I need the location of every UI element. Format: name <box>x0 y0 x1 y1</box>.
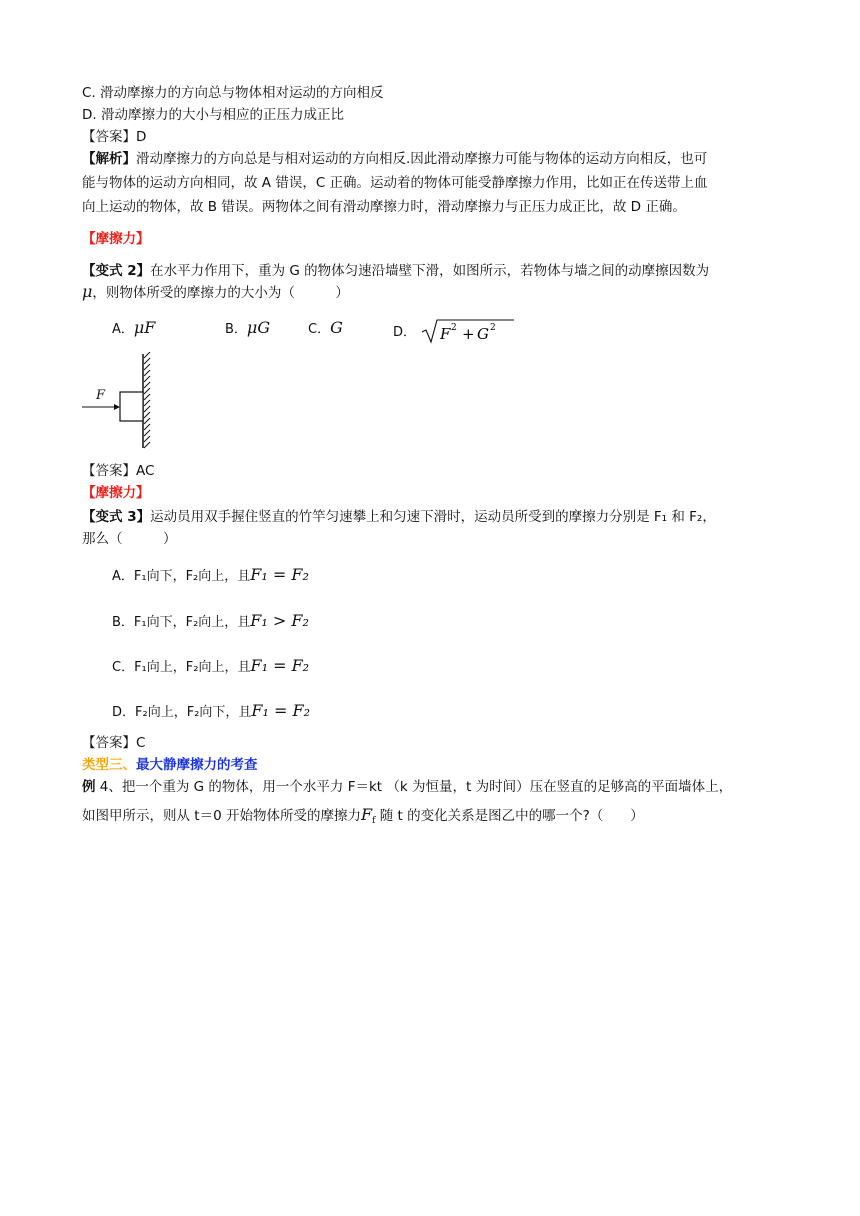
svg-text:2: 2 <box>490 323 496 333</box>
svg-text:2: 2 <box>451 323 457 333</box>
example-4-text-2: 如图甲所示，则从 t＝0 开始物体所受的摩擦力 <box>82 808 361 824</box>
option-formula: F₁ = F₂ <box>250 565 309 584</box>
option-formula: G <box>330 318 343 337</box>
type-3-prefix: 类型三、 <box>82 757 136 773</box>
example-4-text: 4、把一个重为 G 的物体，用一个水平力 F＝kt （k 为恒量，t 为时间）压在竖直的足够高的平面墙体上， <box>95 779 733 795</box>
option-text: C．F₁向上，F₂向上，且 <box>112 660 251 675</box>
variant-2-option-d <box>393 318 516 344</box>
option-formula: F₁ > F₂ <box>250 611 309 630</box>
option-formula: μF <box>133 318 156 337</box>
answer-2 <box>82 462 154 480</box>
svg-text:F: F <box>440 325 451 343</box>
block <box>120 392 143 421</box>
topic-label-1: 【摩擦力】 <box>82 231 150 247</box>
option-formula: F₁ = F₂ <box>250 656 310 675</box>
variant-3-option-a <box>112 565 309 584</box>
option-text: D．F₂向上，F₂向下，且 <box>112 705 252 720</box>
sqrt-formula <box>420 318 516 344</box>
variant-3-text: 运动员用双手握住竖直的竹竿匀速攀上和匀速下滑时，运动员所受到的摩擦力分别是 F₁ 和 F₂， <box>150 509 716 525</box>
explanation-line-1 <box>82 150 707 168</box>
option-text: A．F₁向下，F₂向上，且 <box>112 569 251 584</box>
option-formula: μG <box>246 318 271 337</box>
svg-text:G: G <box>477 325 490 343</box>
option-letter: C． <box>308 322 331 337</box>
option-formula: F₁ = F₂ <box>251 701 310 720</box>
example-4-tag: 例 <box>82 779 96 795</box>
explanation-text: 滑动摩擦力的方向总是与相对运动的方向相反.因此滑动摩擦力可能与物体的运动方向相反，也可 <box>136 151 708 167</box>
answer-value: D <box>136 129 147 145</box>
answer-tag: 【答案】 <box>82 463 136 479</box>
explanation-line-3: 向上运动的物体，故 B 错误。两物体之间有滑动摩擦力时，滑动摩擦力与正压力成正比，故 D 正确。 <box>82 199 686 215</box>
variant-3-option-c <box>112 656 309 675</box>
answer-tag: 【答案】 <box>82 129 136 145</box>
force-label: F <box>96 388 106 403</box>
variant-3-question-line-2: 那么（ ） <box>82 531 177 547</box>
type-3-title: 最大静摩擦力的考查 <box>136 757 258 773</box>
variant-3-tag: 【变式 3】 <box>82 509 151 525</box>
variant-2-option-b <box>225 318 270 337</box>
answer-value: C <box>136 735 146 751</box>
option-letter: A． <box>112 322 134 337</box>
wall-block-diagram <box>80 352 160 452</box>
variant-3-option-d <box>112 701 310 720</box>
variant-3-option-b <box>112 611 309 630</box>
ff-symbol <box>361 805 375 824</box>
example-4-line-1 <box>82 778 732 796</box>
option-text: B．F₁向下，F₂向上，且 <box>112 615 251 630</box>
variant-2-option-c <box>308 318 343 337</box>
explanation-line-2: 能与物体的运动方向相同，故 A 错误，C 正确。运动着的物体可能受静摩擦力作用，比如正在传送带上血 <box>82 175 708 191</box>
type-3-heading <box>82 756 258 774</box>
variant-3-question-line-1 <box>82 508 716 526</box>
example-4-text-3: 随 t 的变化关系是图乙中的哪一个?（ ） <box>375 808 644 824</box>
variant-2-tag: 【变式 2】 <box>82 263 151 279</box>
topic-label-2: 【摩擦力】 <box>82 485 150 501</box>
mu-symbol: μ <box>82 282 93 301</box>
svg-text:+: + <box>462 325 475 343</box>
answer-1 <box>82 128 146 146</box>
option-c: C. 滑动摩擦力的方向总与物体相对运动的方向相反 <box>82 85 384 101</box>
variant-2-question-line-2 <box>82 283 349 302</box>
variant-2-option-a <box>112 318 155 337</box>
variant-2-text-2: ，则物体所受的摩擦力的大小为（ ） <box>92 285 349 301</box>
answer-tag: 【答案】 <box>82 735 136 751</box>
explanation-tag: 【解析】 <box>82 151 136 167</box>
variant-2-question-line-1 <box>82 262 709 280</box>
option-letter: B． <box>225 322 247 337</box>
answer-3 <box>82 734 145 752</box>
ff-subscript: f <box>372 816 376 826</box>
ff-main: F <box>360 805 373 824</box>
variant-2-text: 在水平力作用下，重为 G 的物体匀速沿墙壁下滑，如图所示，若物体与墙之间的动摩擦因数为 <box>150 263 710 279</box>
answer-value: AC <box>136 463 155 479</box>
option-letter: D． <box>393 325 417 340</box>
option-d: D. 滑动摩擦力的大小与相应的正压力成正比 <box>82 107 344 123</box>
example-4-line-2 <box>82 806 644 830</box>
